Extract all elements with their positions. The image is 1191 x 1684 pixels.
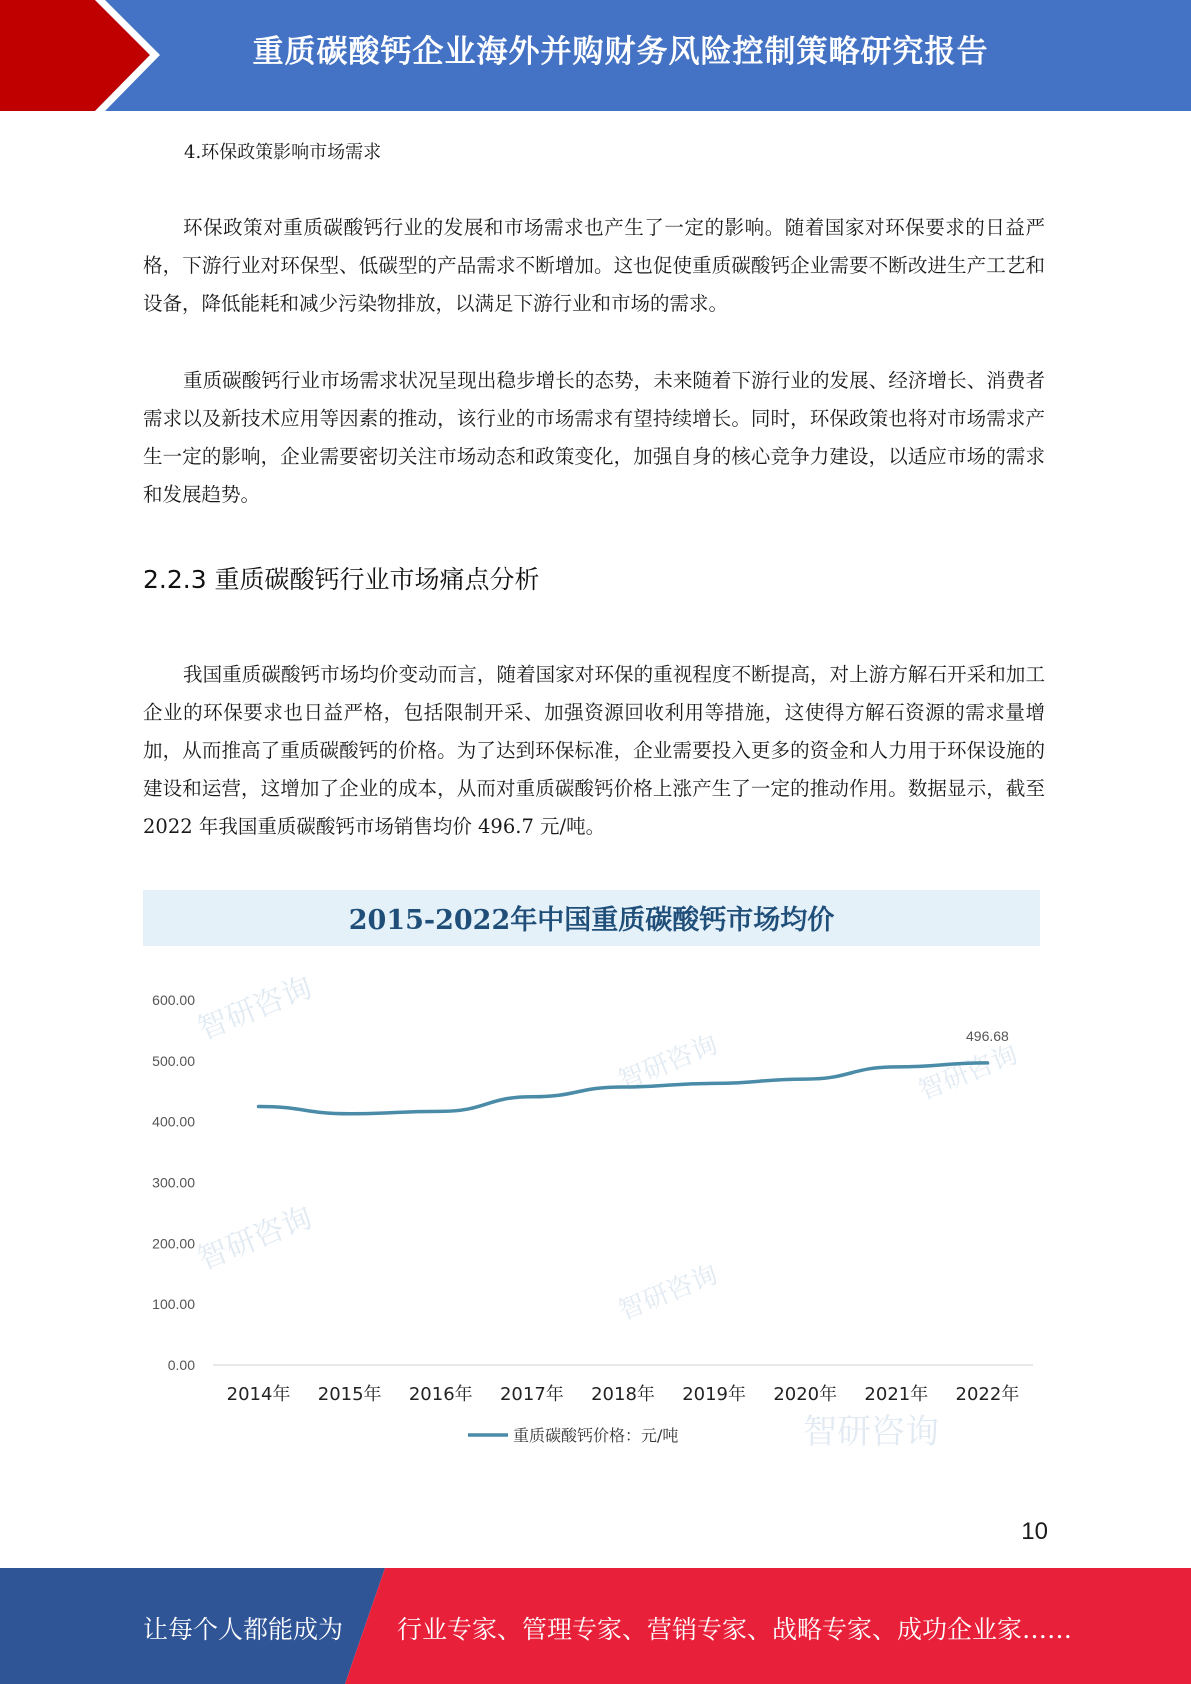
watermark-text: 智研咨询 (192, 1200, 318, 1278)
paragraph-3: 我国重质碳酸钙市场均价变动而言，随着国家对环保的重视程度不断提高，对上游方解石开采和加工企业的环保要求也日益严格，包括限制开采、加强资源回收利用等措施，这使得方解石资源的需求量增加，从而推高了重质碳酸钙的价格。为了达到环保标准，企业需要投入更多的资金和人力用于环保设施的建设和运营，这增加了企业的成本，从而对重质碳酸钙价格上涨产生了一定的推动作用。数据显示，截至 2022 年我国重质碳酸钙市场销售均价 496.7 元/吨。 (143, 663, 1045, 838)
y-tick-label: 0.00 (167, 1357, 195, 1373)
x-tick-label: 2019年 (682, 1384, 747, 1405)
y-tick-label: 400.00 (152, 1113, 195, 1130)
x-tick-label: 2015年 (317, 1384, 382, 1405)
page-number: 10 (1021, 1518, 1048, 1545)
y-tick-label: 100.00 (152, 1296, 195, 1313)
x-tick-label: 2018年 (591, 1384, 655, 1405)
y-tick-label: 500.00 (152, 1052, 195, 1069)
paragraph-2: 重质碳酸钙行业市场需求状况呈现出稳步增长的态势，未来随着下游行业的发展、经济增长、消费者需求以及新技术应用等因素的推动，该行业的市场需求有望持续增长。同时，环保政策也将对市场需求产生一定的影响，企业需要密切关注市场动态和政策变化，加强自身的核心竞争力建设，以适应市场的需求和发展趋势。 (143, 369, 1045, 506)
x-tick-label: 2016年 (408, 1384, 473, 1405)
y-tick-label: 200.00 (152, 1235, 195, 1252)
x-tick-label: 2014年 (226, 1384, 291, 1405)
price-chart (143, 890, 1040, 1450)
footer-slogan-right: 行业专家、管理专家、营销专家、战略专家、成功企业家…… (397, 1615, 1073, 1644)
chart-plot (143, 890, 1040, 1450)
watermark-text: 智研咨询 (192, 970, 318, 1048)
page-footer (0, 1568, 1191, 1684)
data-label-last: 496.68 (966, 1027, 1009, 1044)
watermark-text: 智研咨询 (914, 1039, 1023, 1107)
footer-slogan-left: 让每个人都能成为 (143, 1615, 344, 1644)
watermark-footer: 智研咨询 (803, 1412, 939, 1450)
x-tick-label: 2022年 (955, 1384, 1020, 1405)
chart-title: 2015-2022年中国重质碳酸钙市场均价 (348, 905, 835, 936)
x-tick-label: 2020年 (773, 1384, 838, 1405)
report-title: 重质碳酸钙企业海外并购财务风险控制策略研究报告 (252, 34, 989, 70)
watermark-text: 智研咨询 (614, 1029, 723, 1097)
x-tick-label: 2017年 (499, 1384, 564, 1405)
page-header (0, 0, 1191, 111)
x-tick-label: 2021年 (864, 1384, 929, 1405)
watermark-text: 智研咨询 (614, 1259, 723, 1327)
sub-heading: 4.环保政策影响市场需求 (184, 142, 382, 163)
section-heading: 2.2.3 重质碳酸钙行业市场痛点分析 (143, 565, 540, 594)
paragraph-1: 环保政策对重质碳酸钙行业的发展和市场需求也产生了一定的影响。随着国家对环保要求的日益严格，下游行业对环保型、低碳型的产品需求不断增加。这也促使重质碳酸钙企业需要不断改进生产工艺和设备，降低能耗和减少污染物排放，以满足下游行业和市场的需求。 (143, 216, 1045, 315)
y-tick-label: 300.00 (152, 1174, 195, 1191)
y-tick-label: 600.00 (152, 992, 195, 1008)
legend-label: 重质碳酸钙价格：元/吨 (513, 1426, 679, 1445)
